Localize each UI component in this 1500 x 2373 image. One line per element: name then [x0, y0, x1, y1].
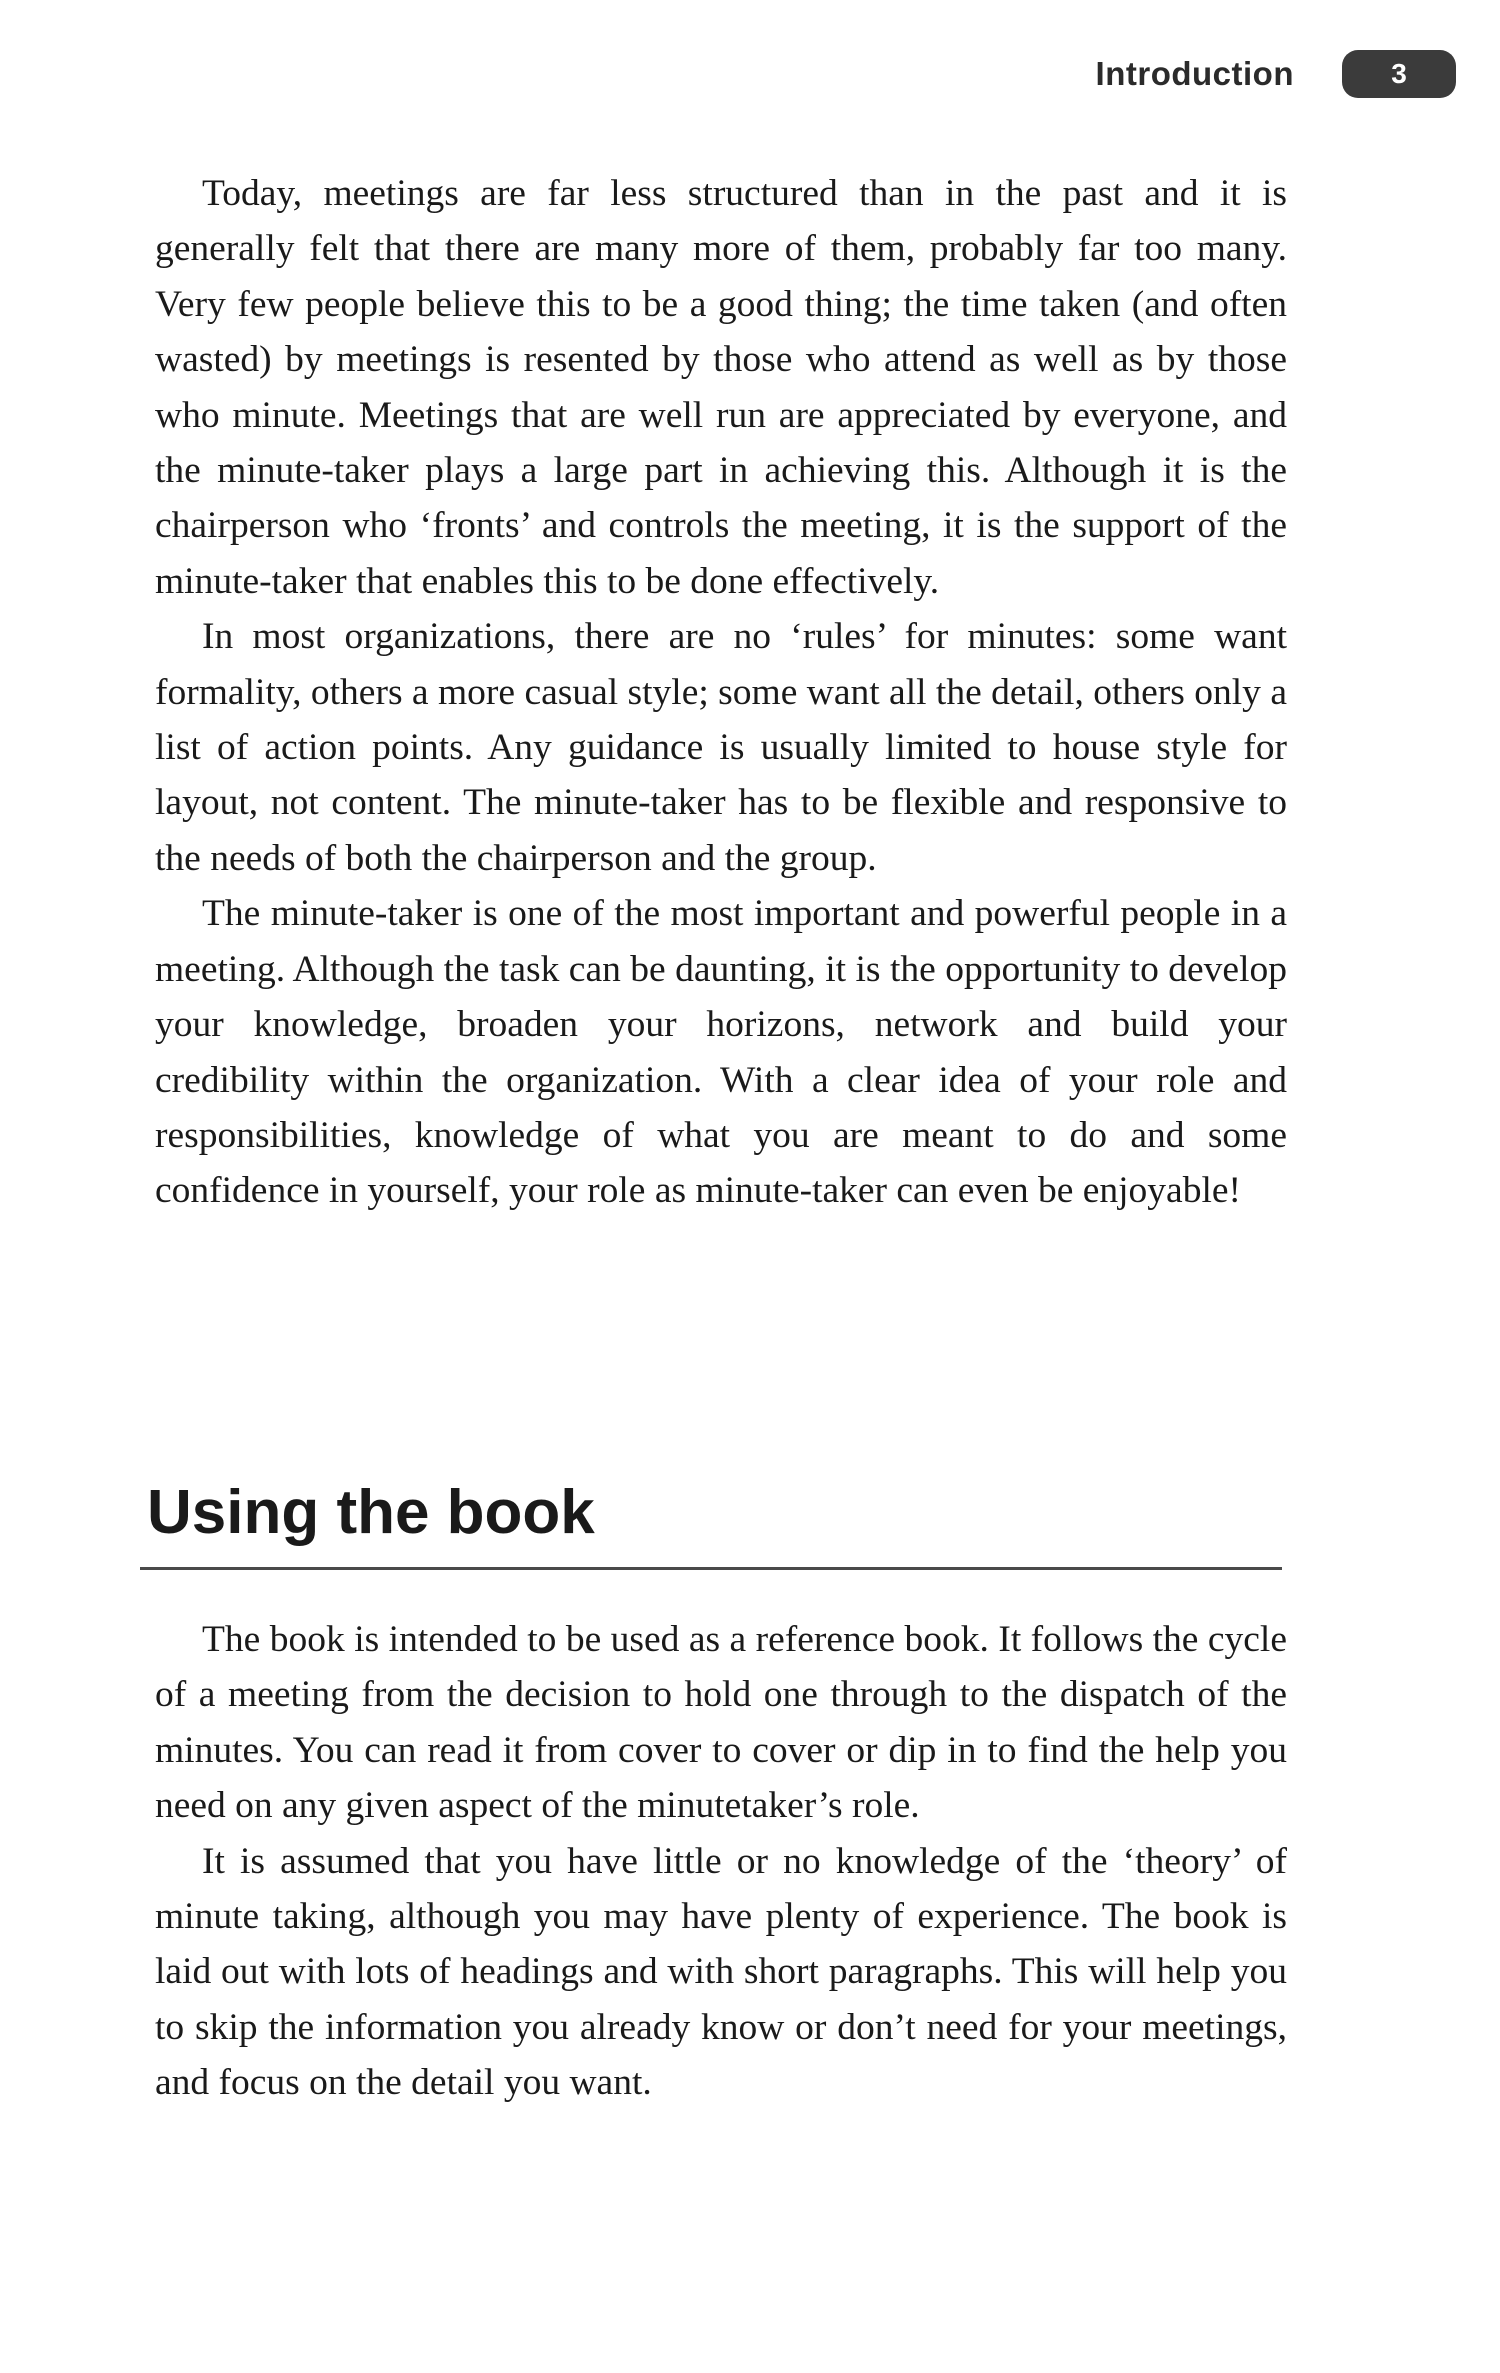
intro-paragraph-1: Today, meetings are far less structured than in the past and it is generally felt that there are many more of them, probably far too many. Very few people believe this to be a good thing; the time taken (and often wasted) by meetings is resented by those who attend as well as by those who minute. Meetings that are well run are appreciated by everyone, and the minute-taker plays a large part in achieving this. Although it is the chairperson who ‘fronts’ and controls the meeting, it is the support of the minute-taker that enables this to be done effectively.: [155, 173, 1287, 602]
using-the-book-text: [155, 1612, 1287, 2111]
intro-paragraph-2: In most organizations, there are no ‘rules’ for minutes: some want formality, others a more casual style; some want all the detail, others only a list of action points. Any guidance is usually limited to house style for layout, not content. The minute-taker has to be flexible and responsive to the needs of both the chairperson and the group.: [155, 616, 1287, 879]
page-number-badge: 3: [1342, 50, 1456, 98]
running-head-section: Introduction: [1095, 55, 1294, 92]
section-heading-using-the-book: Using the book: [147, 1478, 595, 1547]
running-head: [1096, 50, 1456, 98]
using-paragraph-2: It is assumed that you have little or no knowledge of the ‘theory’ of minute taking, although you may have plenty of experience. The book is laid out with lots of headings and with short paragraphs. This will help you to skip the information you already know or don’t need for your meetings, and focus on the detail you want.: [155, 1840, 1287, 2104]
heading-rule: [140, 1567, 1282, 1570]
intro-paragraph-3: The minute-taker is one of the most important and powerful people in a meeting. Although the task can be daunting, it is the opportunity to develop your knowledge, broaden your horizons, network and build your credibility within the organization. With a clear idea of your role and responsibilities, knowledge of what you are meant to do and some confidence in yourself, your role as minute-taker can even be enjoyable!: [155, 893, 1287, 1212]
using-paragraph-1: The book is intended to be used as a reference book. It follows the cycle of a meeting from the decision to hold one through to the dispatch of the minutes. You can read it from cover to cover or dip in to find the help you need on any given aspect of the minutetaker’s role.: [155, 1619, 1287, 1827]
intro-text: [155, 166, 1287, 1219]
